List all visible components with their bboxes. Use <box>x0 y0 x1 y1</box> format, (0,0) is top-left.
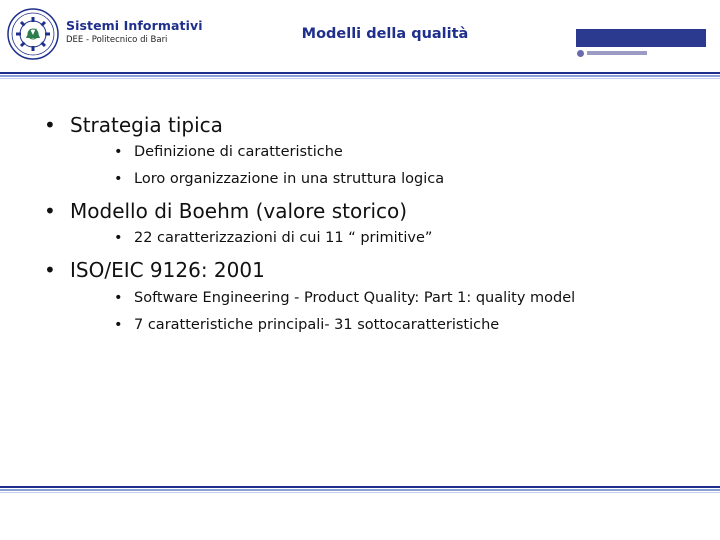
organization-subtitle: DEE - Politecnico di Bari <box>66 35 168 45</box>
organization-title: Sistemi Informativi <box>66 18 203 33</box>
slide-title: Modelli della qualità <box>301 26 469 42</box>
bullet-text: Definizione di caratteristiche <box>134 144 343 160</box>
bullet-level-1 <box>44 113 223 137</box>
bullet-level-2 <box>114 144 343 160</box>
bullet-level-2 <box>114 171 444 187</box>
bullet-text: Software Engineering - Product Quality: Part 1: quality model <box>134 290 576 306</box>
lab-logo-bar <box>576 29 706 47</box>
bullet-marker: • <box>114 317 123 333</box>
slide-header <box>0 0 720 66</box>
bullet-marker: • <box>44 258 56 282</box>
bullet-level-2 <box>114 317 499 333</box>
header-divider <box>0 72 720 79</box>
bullet-marker: • <box>114 230 123 246</box>
bullet-marker: • <box>114 290 123 306</box>
university-seal-icon <box>7 8 59 60</box>
lab-footer-text-mark <box>587 51 647 55</box>
bullet-level-1 <box>44 199 407 223</box>
bullet-text: ISO/EIC 9126: 2001 <box>70 258 265 282</box>
bullet-text: 7 caratteristiche principali- 31 sottocaratteristiche <box>134 317 500 333</box>
footer-divider <box>0 486 720 493</box>
bullet-text: 22 caratterizzazioni di cui 11 “ primitive” <box>134 230 433 246</box>
sisinf-lab-logo <box>574 6 708 60</box>
lab-footer-dot-icon <box>577 50 584 57</box>
bullet-text: Strategia tipica <box>70 113 223 137</box>
bullet-level-2 <box>114 290 575 306</box>
bullet-level-1 <box>44 258 265 282</box>
bullet-marker: • <box>114 171 123 187</box>
bullet-marker: • <box>44 113 56 137</box>
bullet-marker: • <box>44 199 56 223</box>
bullet-marker: • <box>114 144 123 160</box>
bullet-level-2 <box>114 230 432 246</box>
bullet-text: Modello di Boehm (valore storico) <box>70 199 408 223</box>
lab-logo-footer <box>576 49 706 59</box>
bullet-text: Loro organizzazione in una struttura logica <box>134 171 445 187</box>
